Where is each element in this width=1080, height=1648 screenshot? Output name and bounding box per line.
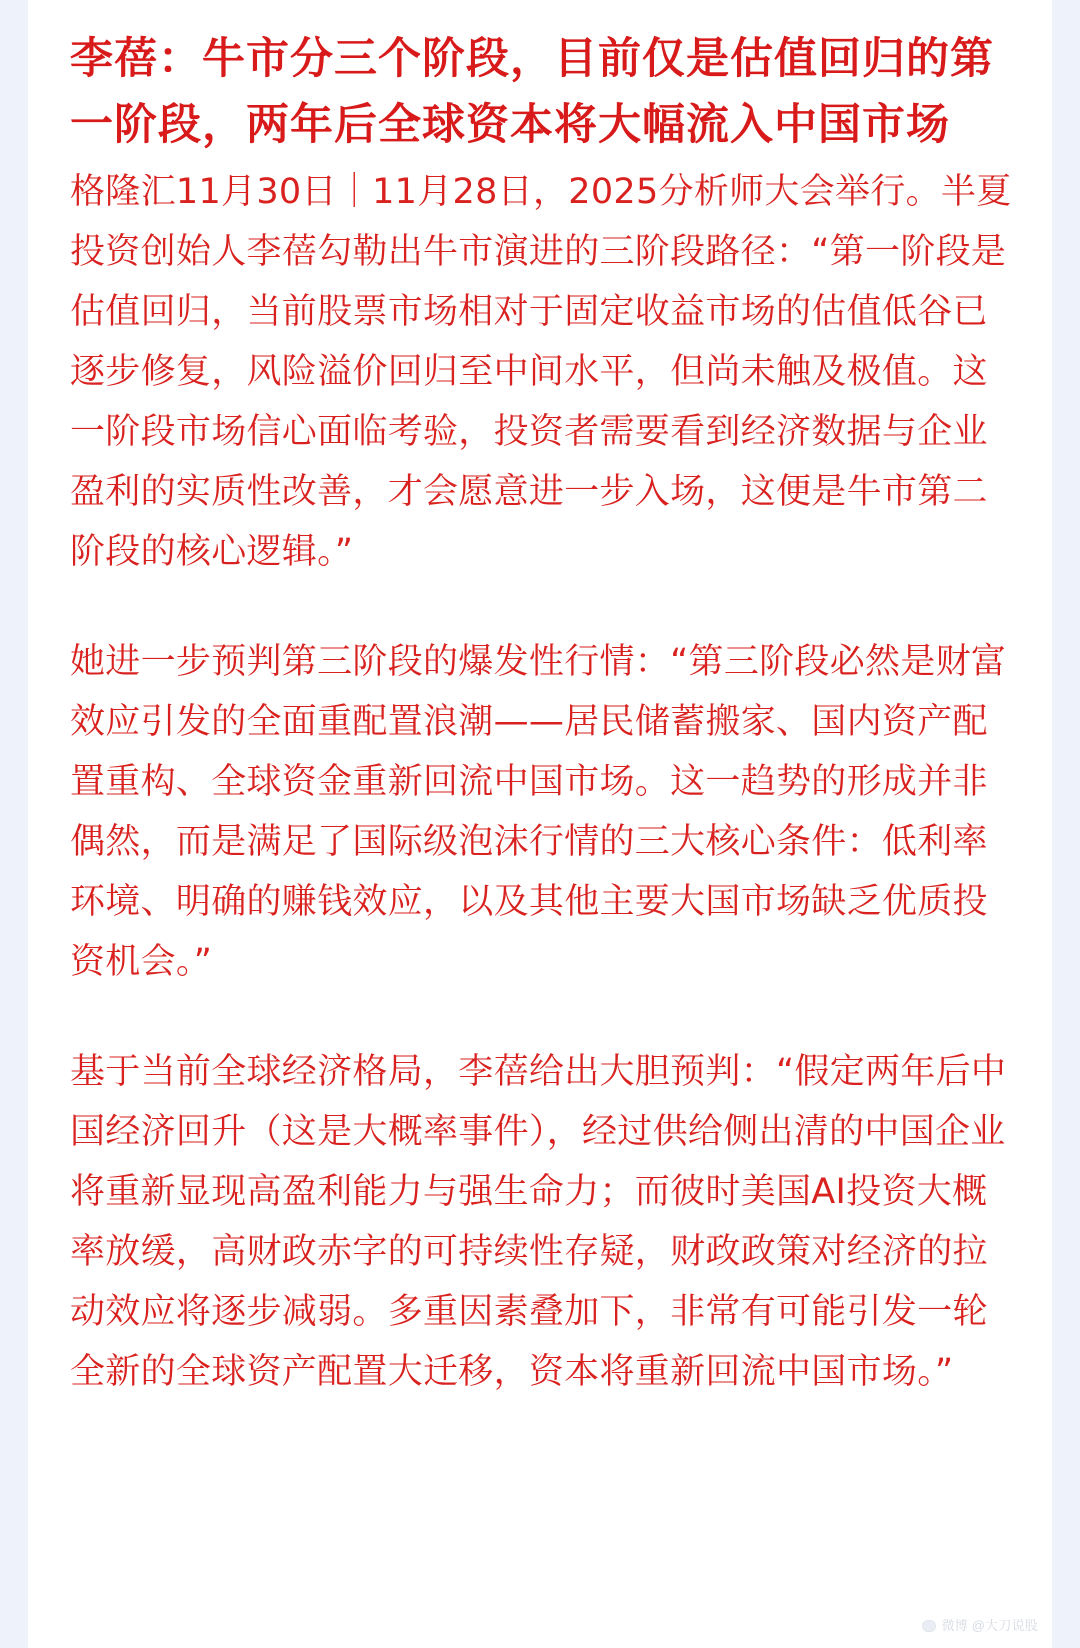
article-card — [28, 0, 1052, 1648]
watermark-text: 微博 @大刀说股 — [941, 1618, 1038, 1633]
article-paragraph-1: 格隆汇11月30日｜11月28日，2025分析师大会举行。半夏投资创始人李蓓勾勒出牛市演进的三阶段路径：“第一阶段是估值回归，当前股票市场相对于固定收益市场的估值低谷已逐步修复，风险溢价回归至中间水平，但尚未触及极值。这一阶段市场信心面临考验，投资者需要看到经济数据与企业盈利的实质性改善，才会愿意进一步入场，这便是牛市第二阶段的核心逻辑。” — [70, 172, 1012, 572]
source-watermark — [922, 1618, 1038, 1634]
article-paragraph-2: 她进一步预判第三阶段的爆发性行情：“第三阶段必然是财富效应引发的全面重配置浪潮——居民储蓄搬家、国内资产配置重构、全球资金重新回流中国市场。这一趋势的形成并非偶然，而是满足了国际级泡沫行情的三大核心条件：低利率环境、明确的赚钱效应，以及其他主要大国市场缺乏优质投资机会。” — [70, 642, 1007, 982]
article-paragraph-3: 基于当前全球经济格局，李蓓给出大胆预判：“假定两年后中国经济回升（这是大概率事件），经过供给侧出清的中国企业将重新显现高盈利能力与强生命力；而彼时美国AI投资大概率放缓，高财政赤字的可持续性存疑，财政政策对经济的拉动效应将逐步减弱。多重因素叠加下，非常有可能引发一轮全新的全球资产配置大迁移，资本将重新回流中国市场。” — [70, 1052, 1007, 1392]
article-title: 李蓓：牛市分三个阶段，目前仅是估值回归的第一阶段，两年后全球资本将大幅流入中国市场 — [70, 34, 994, 150]
weibo-icon — [922, 1620, 936, 1632]
